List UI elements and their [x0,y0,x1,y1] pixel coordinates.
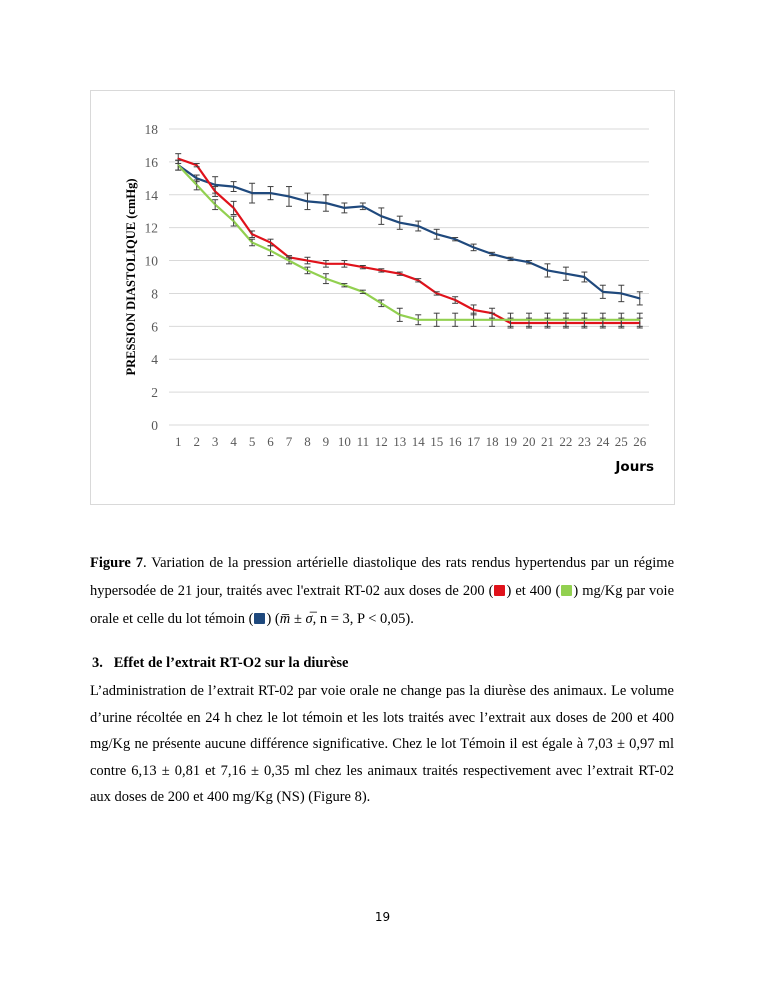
x-tick-label: 26 [633,434,647,449]
x-tick-label: 24 [596,434,610,449]
x-tick-label: 15 [430,434,444,449]
data-point [381,303,383,305]
data-point [362,205,364,207]
x-tick-label: 18 [485,434,499,449]
data-point [214,191,216,193]
y-tick-label: 0 [151,418,158,433]
x-tick-label: 19 [504,434,518,449]
data-point [510,258,512,260]
data-point [177,164,179,166]
data-point [381,215,383,217]
data-point [528,319,530,321]
x-tick-label: 25 [614,434,628,449]
data-point [621,293,623,295]
figure-caption [90,549,674,633]
x-tick-label: 17 [467,434,481,449]
y-axis-label: PRESSION DIASTOLIQUE (cmHg) [124,178,138,376]
data-point [528,261,530,263]
y-tick-label: 4 [151,352,158,368]
caption-text-3: ) mg/Kg par voie orale et celle du lot témoin ( [90,583,675,627]
data-point [454,319,456,321]
data-point [307,260,309,262]
data-point [473,309,475,311]
data-point [602,319,604,321]
data-point [436,293,438,295]
data-point [325,202,327,204]
data-point [288,260,290,262]
data-point [473,319,475,321]
x-tick-label: 8 [304,434,311,449]
series-2 [175,154,643,328]
x-tick-label: 14 [411,434,425,449]
caption-text-5: , n = 3, P < 0,05). [312,611,414,627]
data-point [547,319,549,321]
data-point [621,319,623,321]
data-point [270,250,272,252]
series-3 [175,160,643,326]
x-tick-label: 22 [559,434,573,449]
x-tick-label: 11 [356,434,370,449]
data-point [565,319,567,321]
green-legend-swatch [561,585,572,596]
x-tick-label: 10 [337,434,351,449]
data-point [344,263,346,265]
data-point [639,298,641,300]
data-point [214,204,216,206]
data-point [565,273,567,275]
data-point [584,276,586,278]
data-point [307,270,309,272]
data-point [233,186,235,188]
x-tick-label: 16 [448,434,462,449]
x-tick-label: 12 [374,434,388,449]
data-point [547,270,549,272]
figure-chart-frame [90,90,675,505]
data-point [307,201,309,203]
data-point [325,278,327,280]
data-point [196,184,198,186]
data-point [214,184,216,186]
series-line-1 [178,165,640,298]
data-point [454,238,456,240]
x-tick-label: 23 [577,434,591,449]
x-tick-label: 13 [393,434,407,449]
data-point [491,319,493,321]
y-tick-label: 8 [151,286,158,302]
data-point [344,207,346,209]
x-tick-label: 9 [322,434,330,449]
data-point [233,220,235,222]
x-tick-label: 21 [540,434,554,449]
y-tick-label: 6 [151,319,158,335]
data-point [639,319,641,321]
x-tick-label: 4 [230,434,237,449]
data-point [325,263,327,265]
x-tick-label: 5 [248,434,256,449]
data-point [510,319,512,321]
section-title: Effet de l’extrait RT-O2 sur la diurèse [113,655,349,671]
caption-label: Figure 7 [90,555,143,571]
body-paragraph: L’administration de l’extrait RT-02 par voie orale ne change pas la diurèse des animaux. Le volume d’urine récoltée en 24 h chez le lot témoin et les lots traités avec l’extrait aux doses de 200 et 400 mg/Kg ne présente aucune différence significative. Chez le lot Témoin il est égale à 7,03 ± 0,97 ml contre 6,13 ± 0,81 et 7,16 ± 0,35 ml chez les animaux traités respectivement avec l’extrait RT-02 aux doses de 200 et 400 mg/Kg (NS) (Figure 8). [90,683,674,805]
blue-legend-swatch [254,613,265,624]
data-point [399,314,401,316]
data-point [584,319,586,321]
data-point [399,273,401,275]
data-point [417,279,419,281]
data-point [270,192,272,194]
series-1 [175,160,643,305]
data-point [196,164,198,166]
red-legend-swatch [494,585,505,596]
x-tick-label: 2 [193,434,200,449]
data-point [362,266,364,268]
data-point [436,233,438,235]
data-point [344,284,346,286]
series-line-2 [178,159,640,323]
data-point [399,222,401,224]
caption-text-4: ) ( [266,611,280,627]
data-point [491,253,493,255]
data-point [251,242,253,244]
x-axis-label: Jours [615,459,654,475]
y-tick-label: 10 [144,253,158,269]
x-tick-label: 6 [267,434,274,449]
caption-text-2: ) et 400 ( [506,583,561,599]
data-point [233,207,235,209]
data-point [381,270,383,272]
y-tick-label: 14 [144,187,158,203]
data-point [251,233,253,235]
data-point [196,178,198,180]
section-heading [92,655,348,672]
section-number: 3. [92,655,103,671]
data-point [436,319,438,321]
caption-stat: m̅ ± σ̅ [279,611,313,627]
x-tick-label: 20 [522,434,536,449]
data-point [602,291,604,293]
data-point [454,299,456,301]
y-tick-label: 2 [151,385,158,401]
data-point [417,225,419,227]
data-point [417,319,419,321]
y-tick-label: 16 [144,154,158,170]
x-tick-label: 7 [285,434,293,449]
line-chart [91,91,676,506]
x-tick-label: 1 [174,434,182,449]
data-point [473,247,475,249]
data-point [270,242,272,244]
caption-text-1: . Variation de la pression artérielle diastolique des rats rendus hypertendus par un régime hypersodée de 21 jour, traités avec l'extrait RT-02 aux doses de 200 ( [90,555,675,599]
data-point [251,192,253,194]
data-point [362,291,364,293]
page-number: 19 [374,910,391,924]
x-tick-label: 3 [211,434,219,449]
data-point [288,196,290,198]
data-point [177,158,179,160]
y-tick-label: 12 [144,220,158,236]
series-line-3 [178,165,640,320]
y-tick-label: 18 [144,122,158,137]
